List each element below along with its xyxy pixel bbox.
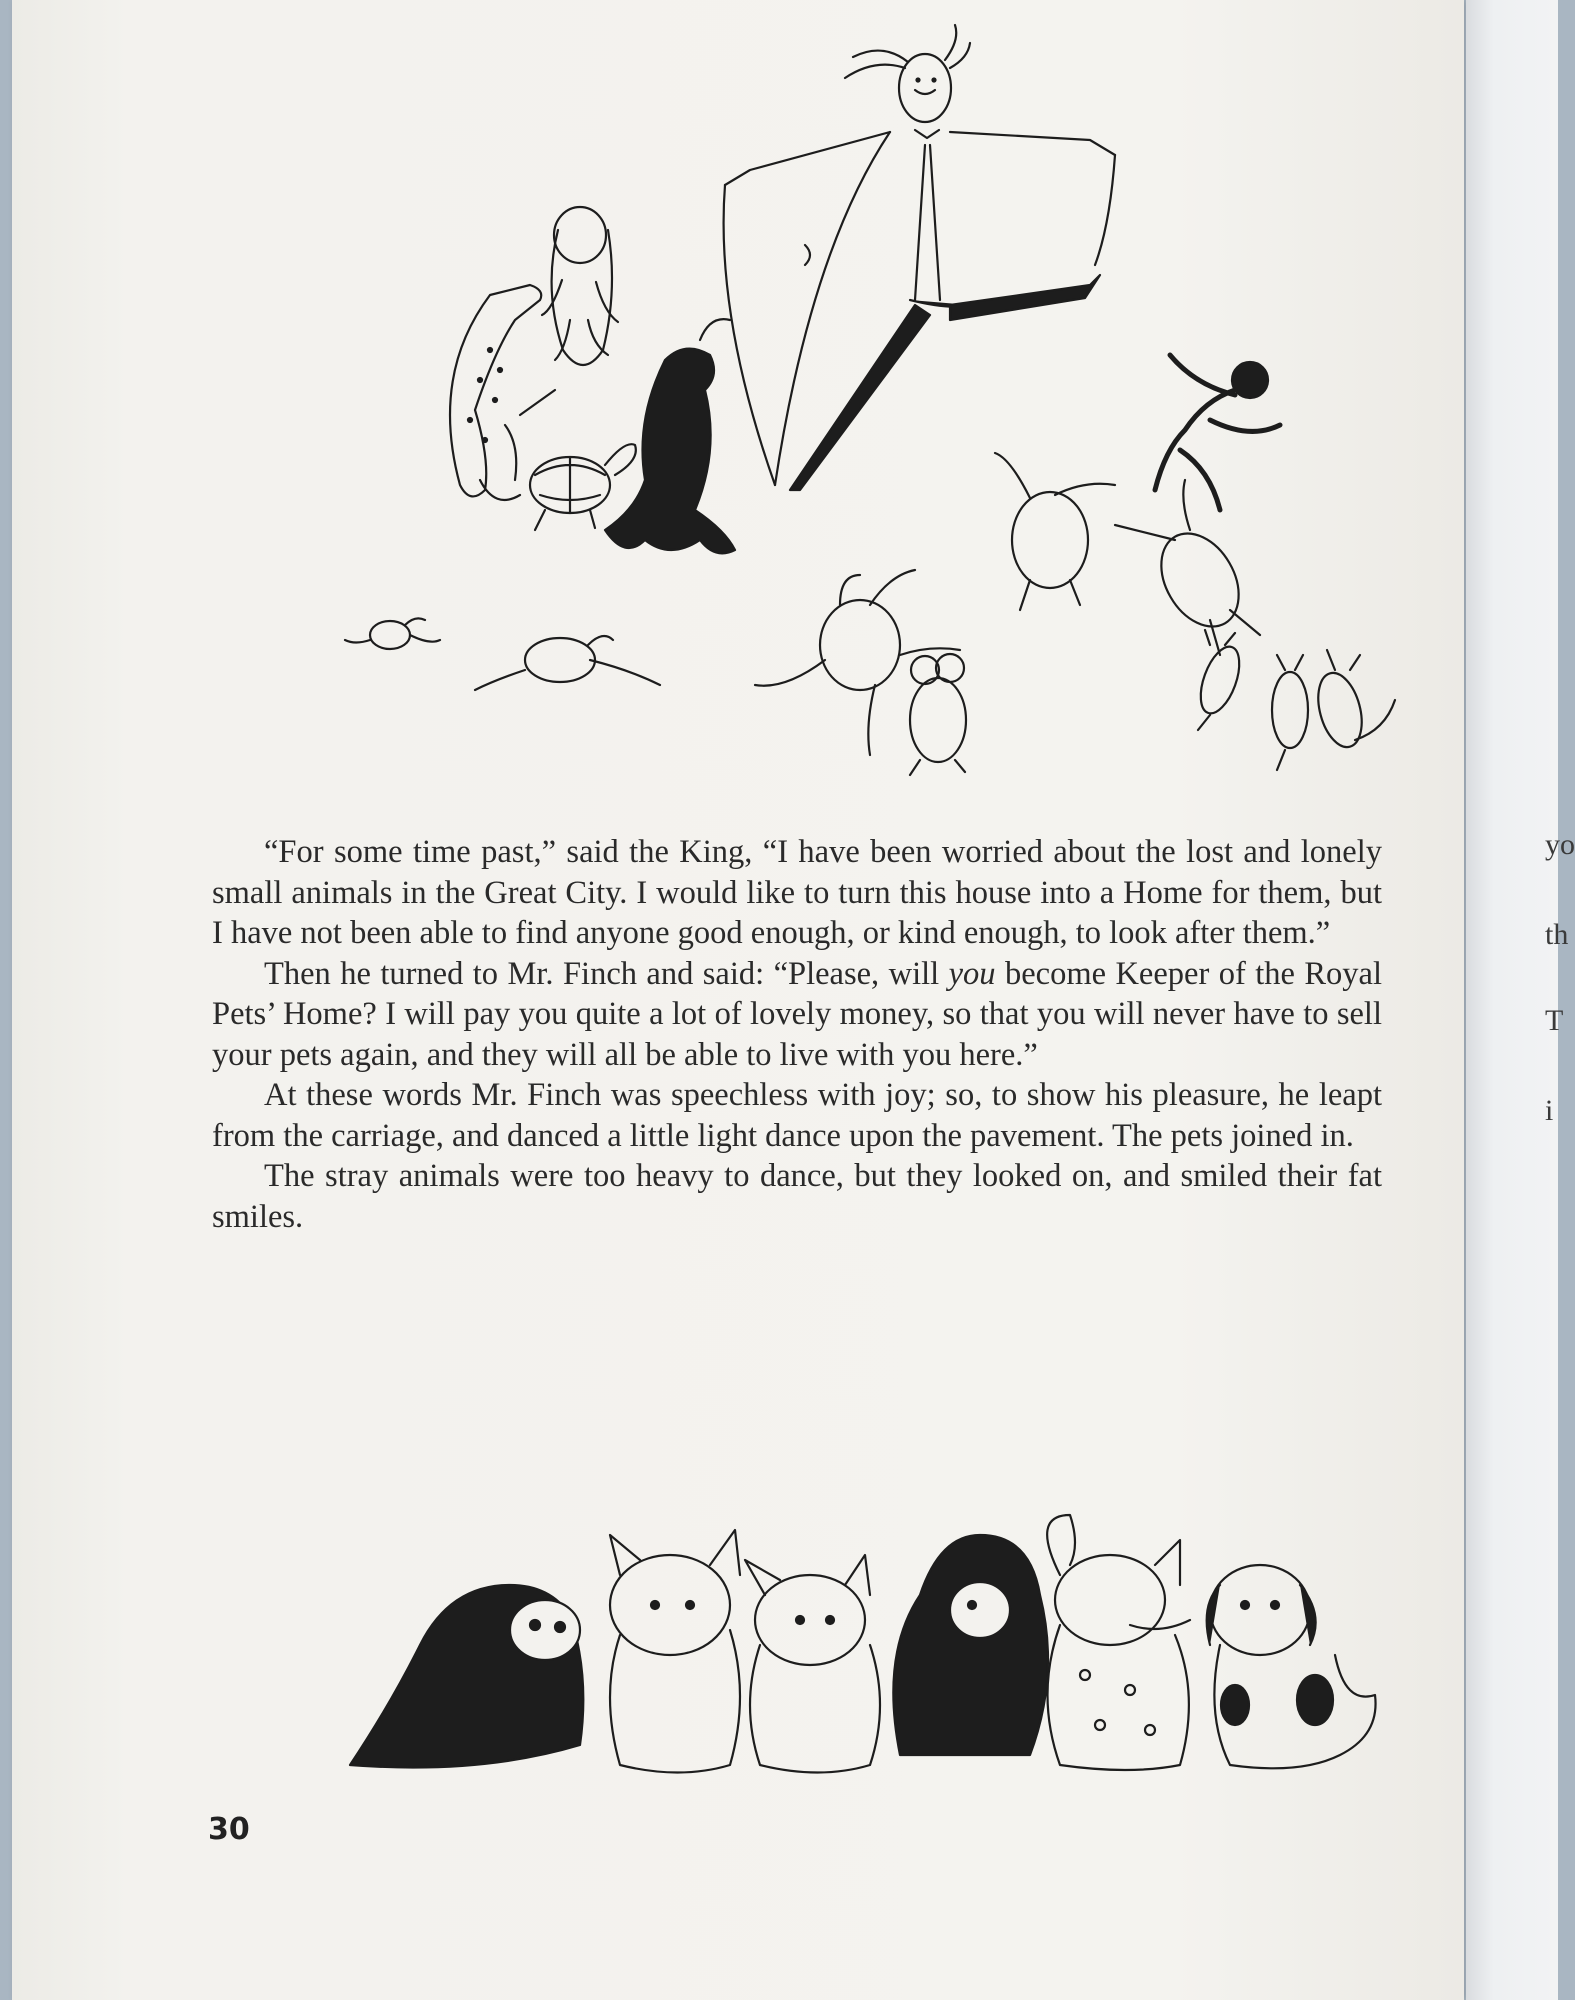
rabbit-figure [1115,480,1260,655]
page-number: 30 [208,1812,250,1847]
rabbit-figure [995,453,1115,610]
dancing-man-figure [724,25,1115,490]
emphasis-word: you [948,955,996,992]
story-text [212,832,1382,1237]
shaggy-cat-figure [350,1585,583,1768]
pug-figure [1207,1565,1376,1768]
black-poodle-figure [605,319,735,553]
dancing-pets-illustration [330,20,1410,780]
hamster-figure [1193,630,1247,730]
story-paragraph: “For some time past,” said the King, “I have been worried about the lost and lonely small animals in the Great City. I would like to turn this house into a Home for them, but I have not been able to find anyone good enough, or kind enough, to look after them.” [212,834,1382,951]
monkey-figure [1155,355,1280,510]
white-cat-figure [610,1530,740,1773]
next-page-fragment: i [1545,1094,1554,1127]
shaggy-dog-figure [542,207,618,365]
next-page-fragment: T [1545,1004,1564,1037]
spaniel-figure [893,1535,1048,1755]
bird-figure [345,618,440,649]
spotted-cat-figure [1047,1515,1190,1770]
next-page-fragment: th [1545,918,1569,951]
stray-animals-illustration [340,1515,1420,1775]
mouse-figure [910,654,966,775]
next-page-edge [1466,0,1558,2000]
story-paragraph: The stray animals were too heavy to dance, but they looked on, and smiled their fat smiles. [212,1158,1382,1235]
bird-figure [475,636,660,690]
hamster-figure [1272,655,1308,770]
hamster-figure [1311,650,1395,752]
next-page-fragment: yo [1545,828,1575,861]
story-paragraph: Then he turned to Mr. Finch and said: “Please, will you become Keeper of the Royal Pets’ Home? I will pay you quite a lot of lovely money, so that you will never have to sell your pets again, and they will all be able to live with you here.” [212,955,1382,1073]
story-paragraph: At these words Mr. Finch was speechless with joy; so, to show his pleasure, he leapt from the carriage, and danced a little light dance upon the pavement. The pets joined in. [212,1077,1382,1154]
white-cat-figure [745,1555,880,1773]
rabbit-figure [755,570,960,755]
